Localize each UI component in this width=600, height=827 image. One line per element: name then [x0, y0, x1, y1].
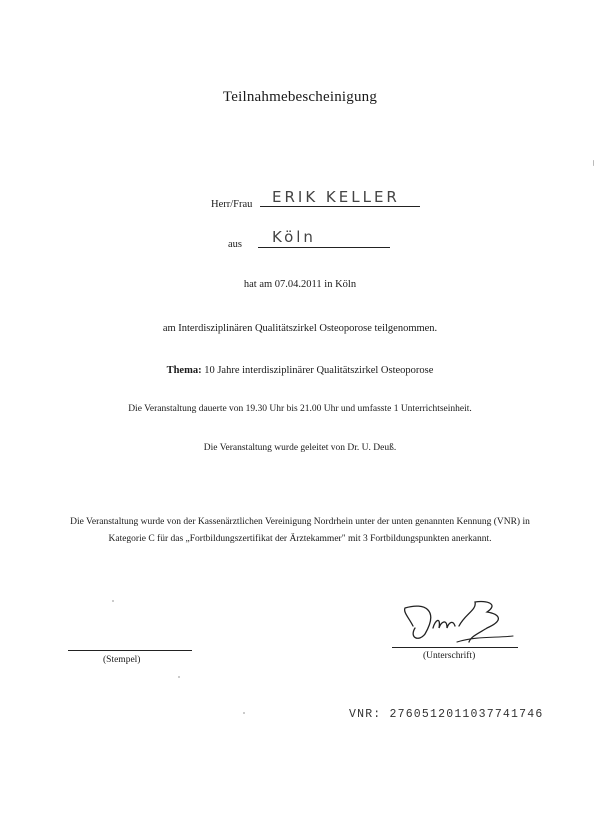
signature-line: [392, 647, 518, 648]
from-handwritten: Köln: [272, 228, 316, 246]
name-label: Herr/Frau: [211, 199, 253, 210]
scan-speck: [243, 712, 245, 714]
date-suffix: in Köln: [324, 279, 357, 290]
scan-speck: [112, 600, 114, 602]
stamp-label: (Stempel): [103, 655, 141, 665]
stamp-line: [68, 650, 192, 651]
participation-text: am Interdisziplinären Qualitätszirkel Osteoporose teilgenommen.: [162, 323, 438, 334]
scan-speck: [593, 160, 594, 166]
document-title: Teilnahmebescheinigung: [222, 89, 378, 105]
name-underline: [260, 206, 420, 207]
signature-label: (Unterschrift): [423, 651, 476, 661]
topic-value: 10 Jahre interdisziplinärer Qualitätszirkel Osteoporose: [204, 365, 434, 376]
date-prefix: hat am: [243, 279, 273, 290]
accreditation-line-1: Die Veranstaltung wurde von der Kassenärztlichen Vereinigung Nordrhein unter der unten genannten Kennung (VNR) in: [70, 517, 530, 527]
vnr-number: VNR: 2760512011037741746: [349, 708, 544, 721]
date-value: 07.04.2011: [274, 279, 322, 290]
signature-image: [395, 598, 520, 650]
accreditation-line-2: Kategorie C für das „Fortbildungszertifikat der Ärztekammer" mit 3 Fortbildungspunkten anerkannt.: [108, 534, 492, 544]
topic-line: [0, 365, 600, 376]
duration-text: Die Veranstaltung dauerte von 19.30 Uhr bis 21.00 Uhr und umfasste 1 Unterrichtseinheit.: [128, 404, 472, 414]
from-underline: [258, 247, 390, 248]
date-line: [0, 279, 600, 290]
led-by-text: Die Veranstaltung wurde geleitet von Dr. U. Deuß.: [203, 443, 397, 453]
scan-speck: [178, 676, 180, 678]
from-label: aus: [228, 239, 242, 250]
name-handwritten: ERIK KELLER: [272, 188, 400, 206]
topic-label: Thema:: [166, 365, 202, 376]
